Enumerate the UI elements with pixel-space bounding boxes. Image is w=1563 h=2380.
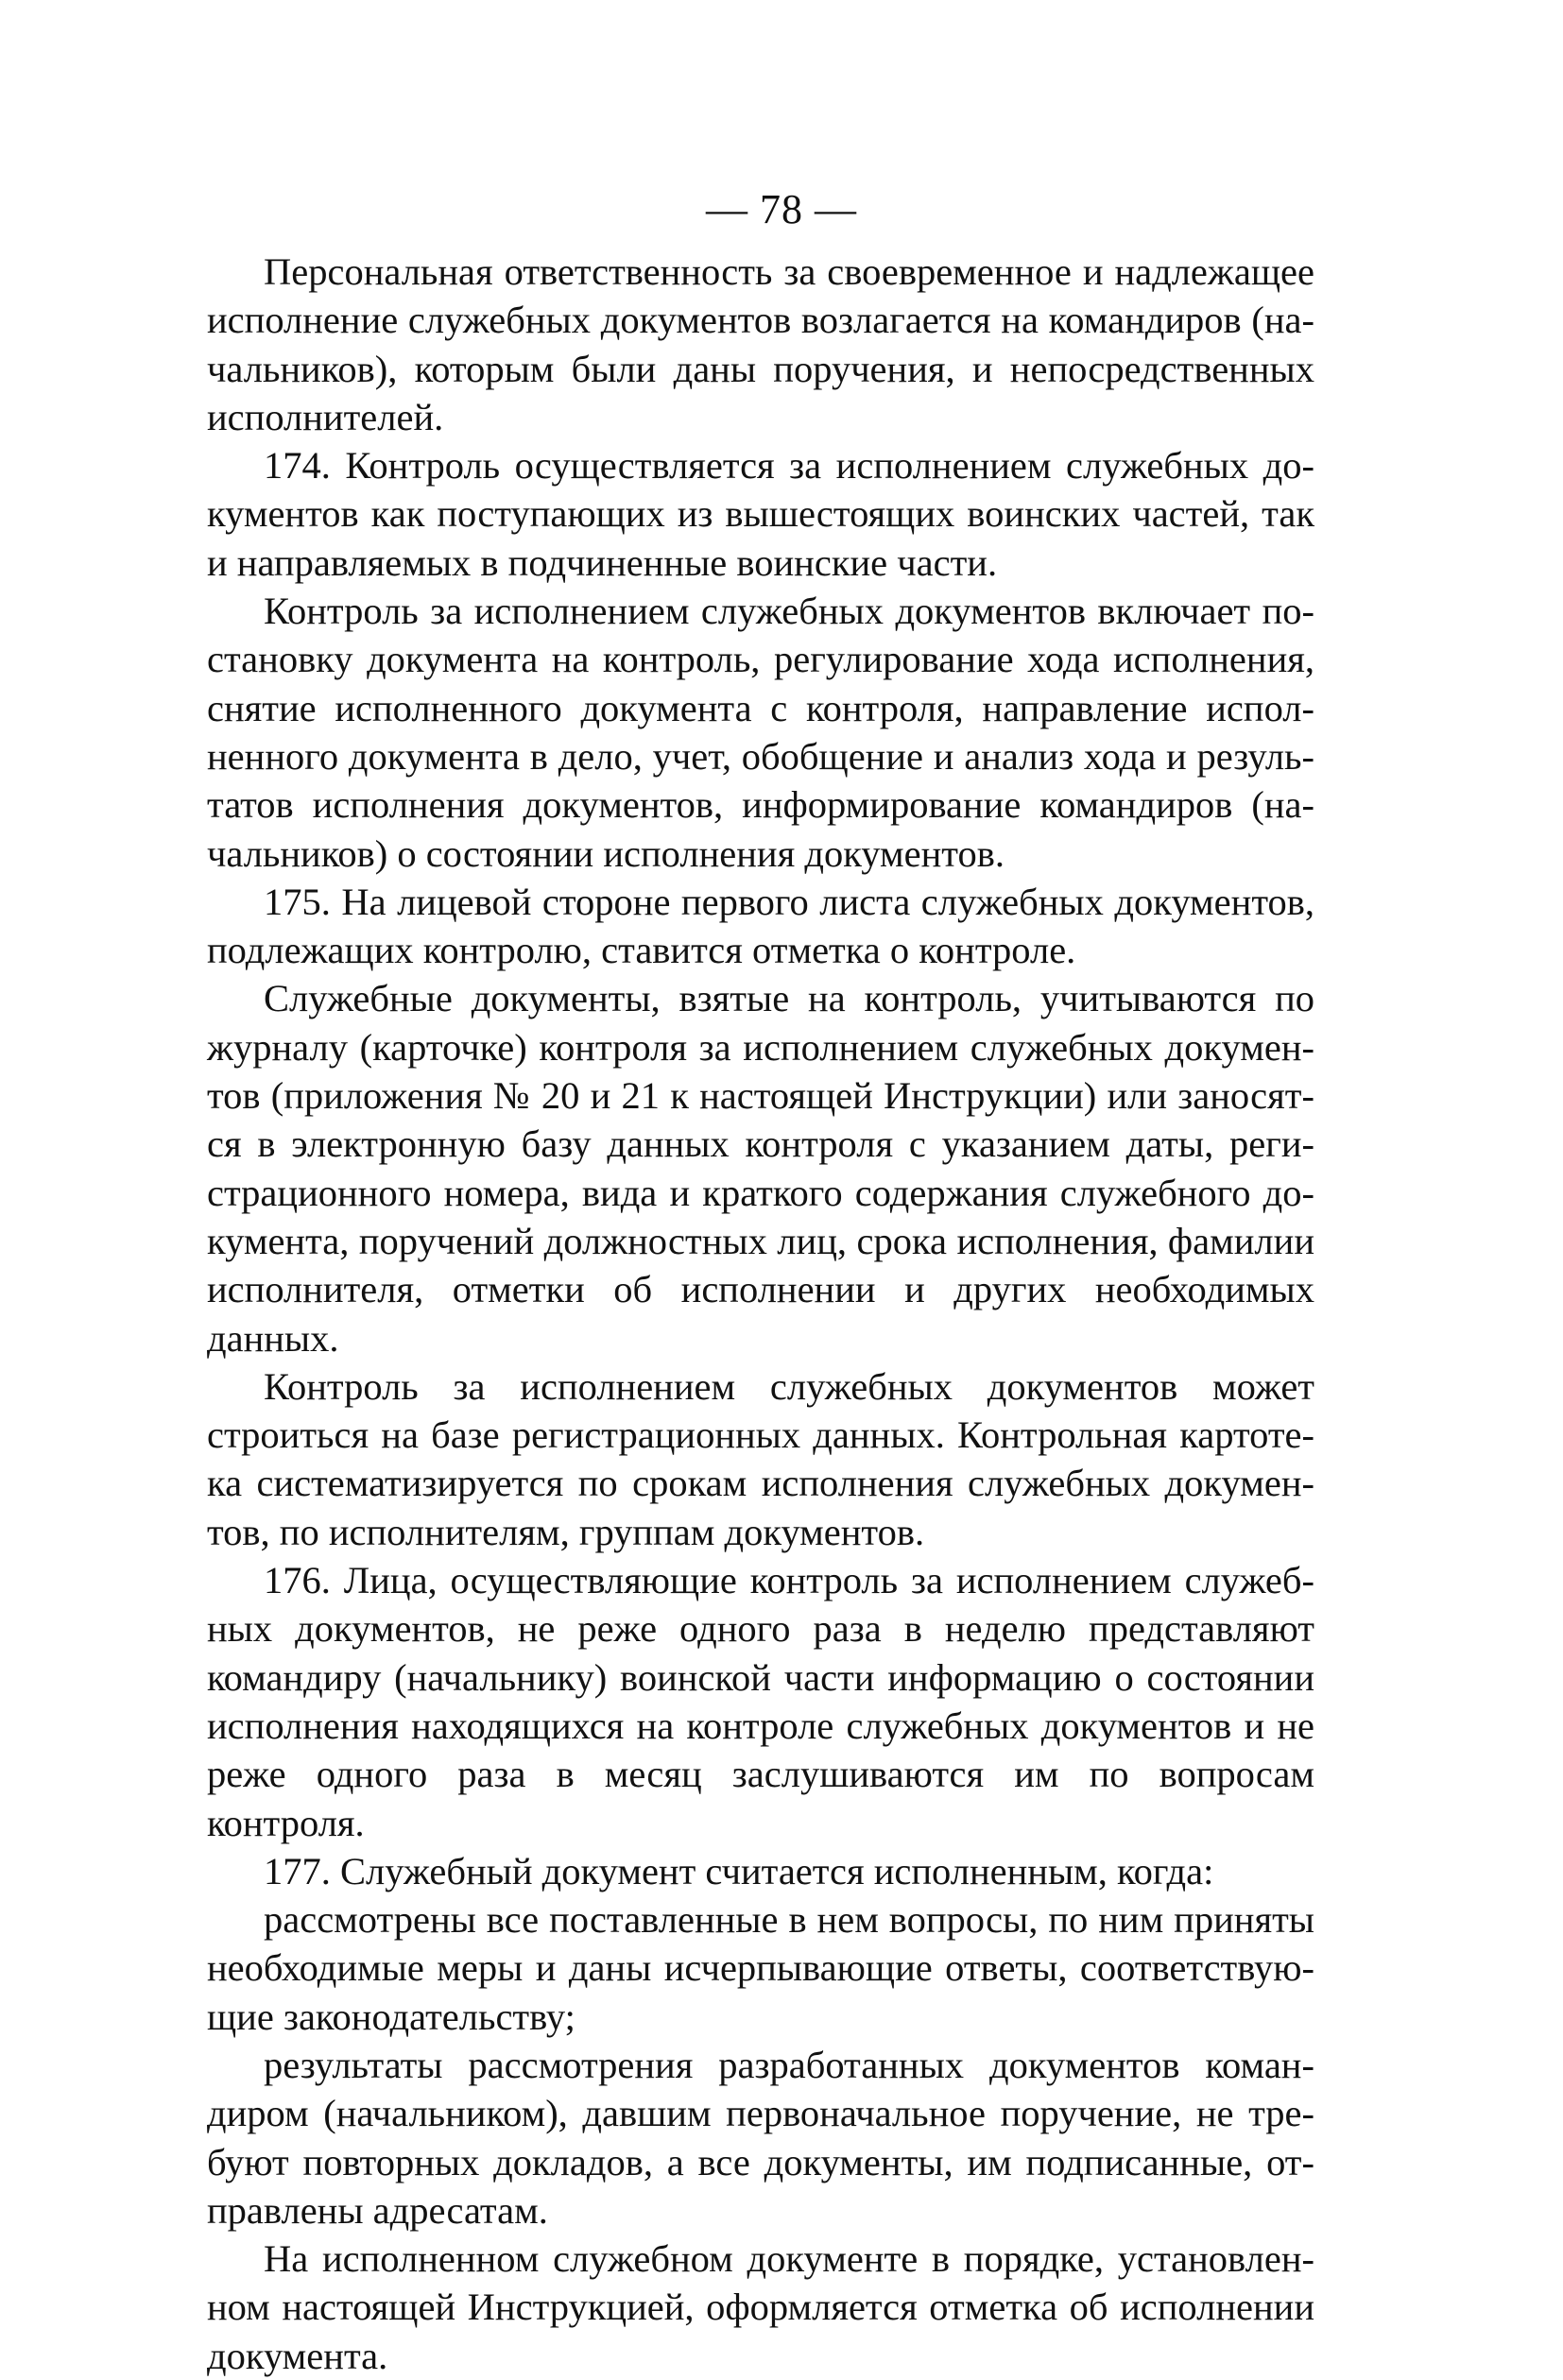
page-number: — 78 — — [706, 186, 857, 232]
paragraph-177-condition-2: результаты рассмотрения разработанных документов командиром (начальником), давшим первоначальное поручение, не требуют повторных докладов, а все документы, им подписанные, отправлены адресатам. — [207, 2043, 1314, 2232]
body-text — [207, 248, 1314, 2380]
paragraph-control-includes: Контроль за исполнением служебных документов включает постановку документа на контроль, регулирование хода исполнения, снятие исполненного документа с контроля, направление исполненного документа в дело, учет, обобщение и анализ хода и результатов исполнения документов, информирование командиров (начальников) о состоянии исполнения документов. — [207, 590, 1314, 875]
paragraph-personal-responsibility: Персональная ответственность за своевременное и надлежащее исполнение служебных документов возлагается на командиров (начальников), которым были даны поручения, и непосредственных исполнителей. — [207, 250, 1314, 438]
paragraph-177-condition-1: рассмотрены все поставленные в нем вопросы, по ним приняты необходимые меры и даны исчерпывающие ответы, соответствующие законодательству; — [207, 1898, 1314, 2038]
paragraph-177: 177. Служебный документ считается исполненным, когда: — [264, 1849, 1214, 1892]
paragraph-174: 174. Контроль осуществляется за исполнением служебных документов как поступающих из вышестоящих воинских частей, так и направляемых в подчиненные воинские части. — [207, 444, 1314, 584]
paragraph-documents-registered: Служебные документы, взятые на контроль, учитываются по журналу (карточке) контроля за исполнением служебных документов (приложения № 20 и 21 к настоящей Инструкции) или заносятся в электронную базу данных контроля с указанием даты, регистрационного номера, вида и краткого содержания служебного документа, поручений должностных лиц, срока исполнения, фамилии исполнителя, отметки об исполнении и других необходимых данных. — [207, 977, 1314, 1360]
paragraph-175: 175. На лицевой стороне первого листа служебных документов, подлежащих контролю, ставится отметка о контроле. — [207, 880, 1314, 972]
paragraph-execution-mark: На исполненном служебном документе в порядке, установленном настоящей Инструкцией, оформляется отметка об исполнении документа. — [207, 2237, 1314, 2377]
paragraph-control-registration-data: Контроль за исполнением служебных документов может строиться на базе регистрационных данных. Контрольная картотека систематизируется по срокам исполнения служебных документов, по исполнителям, группам документов. — [207, 1364, 1314, 1553]
paragraph-176: 176. Лица, осуществляющие контроль за исполнением служебных документов, не реже одного раза в неделю представляют командиру (начальнику) воинской части информацию о состоянии исполнения находящихся на контроле служебных документов и не реже одного раза в месяц заслушиваются им по вопросам контроля. — [207, 1559, 1314, 1844]
